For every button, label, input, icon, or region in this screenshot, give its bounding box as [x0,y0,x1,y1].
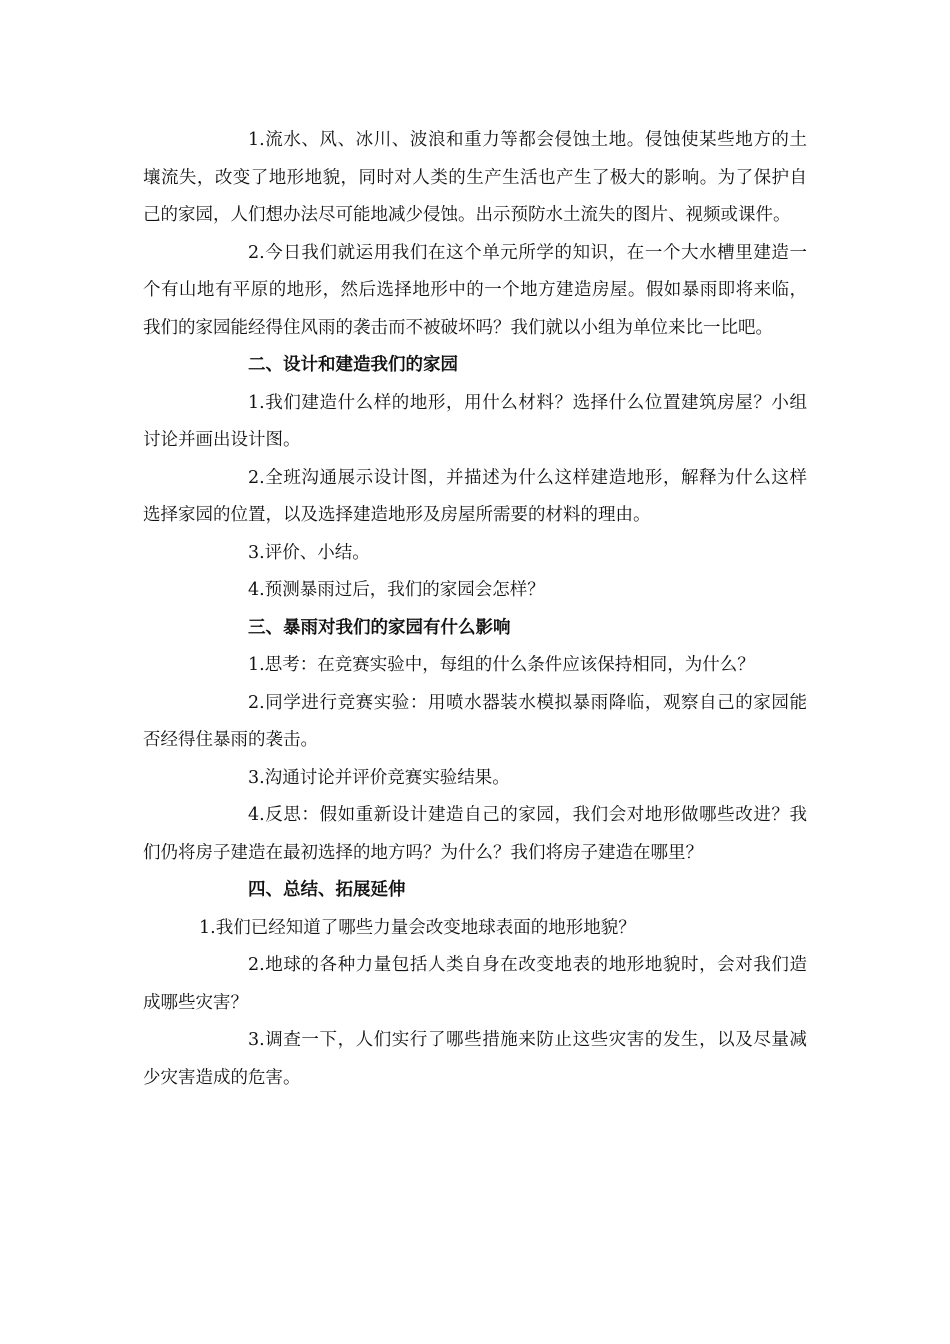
document-body [143,122,807,1097]
section-heading-2: 二、设计和建造我们的家园 [248,355,458,375]
section-heading-3: 三、暴雨对我们的家园有什么影响 [248,617,511,638]
paragraph-4-3: 3.调查一下，人们实行了哪些措施来防止这些灾害的发生，以及尽量减少灾害造成的危害。 [143,1030,807,1088]
paragraph-3-4: 4.反思：假如重新设计建造自己的家园，我们会对地形做哪些改进？我们仍将房子建造在最初选择的地方吗？为什么？我们将房子建造在哪里？ [143,805,807,863]
paragraph-3-3: 3.沟通讨论并评价竞赛实验结果。 [248,767,510,788]
section-heading-4: 四、总结、拓展延伸 [248,880,406,900]
paragraph-1-1: 1.流水、风、冰川、波浪和重力等都会侵蚀土地。侵蚀使某些地方的土壤流失，改变了地形地貌，同时对人类的生产生活也产生了极大的影响。为了保护自己的家园，人们想办法尽可能地减少侵蚀。出示预防水土流失的图片、视频或课件。 [143,130,807,225]
paragraph-2-1: 1.我们建造什么样的地形，用什么材料？选择什么位置建筑房屋？小组讨论并画出设计图。 [143,392,807,450]
paragraph-4-2: 2.地球的各种力量包括人类自身在改变地表的地形地貌时，会对我们造成哪些灾害？ [143,955,807,1013]
paragraph-2-3: 3.评价、小结。 [248,542,370,563]
paragraph-1-2: 2.今日我们就运用我们在这个单元所学的知识，在一个大水槽里建造一个有山地有平原的地形，然后选择地形中的一个地方建造房屋。假如暴雨即将来临，我们的家园能经得住风雨的袭击而不被破坏吗？我们就以小组为单位来比一比吧。 [143,242,807,338]
paragraph-3-2: 2.同学进行竞赛实验：用喷水器装水模拟暴雨降临，观察自己的家园能否经得住暴雨的袭击。 [143,692,807,750]
paragraph-2-4: 4.预测暴雨过后，我们的家园会怎样？ [248,580,545,600]
paragraph-2-2: 2.全班沟通展示设计图，并描述为什么这样建造地形，解释为什么这样选择家园的位置，以及选择建造地形及房屋所需要的材料的理由。 [143,467,807,525]
paragraph-3-1: 1.思考：在竞赛实验中，每组的什么条件应该保持相同，为什么？ [248,655,755,675]
paragraph-4-1: 1.我们已经知道了哪些力量会改变地球表面的地形地貌？ [199,917,636,938]
